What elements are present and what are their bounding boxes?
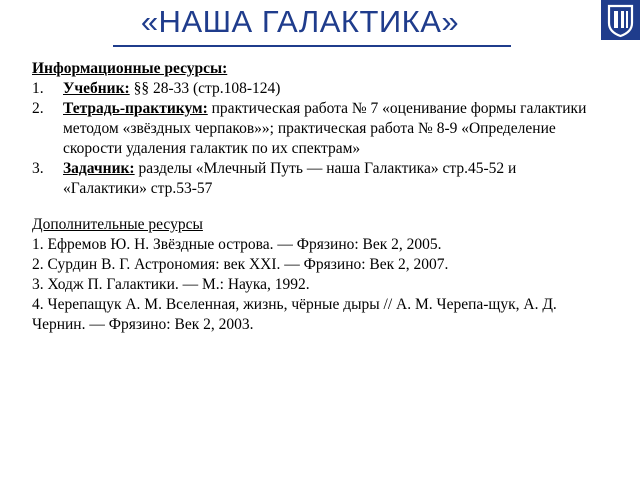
item-label: Учебник: bbox=[63, 80, 130, 97]
item-number: 2. bbox=[32, 100, 44, 117]
reference-item: 4. Черепащук А. М. Вселенная, жизнь, чёрные дыры // А. М. Черепа-щук, А. Д. Чернин. — Фрязино: Век 2, 2003. bbox=[32, 296, 557, 333]
item-number: 1. bbox=[32, 80, 44, 97]
item-label: Задачник: bbox=[63, 160, 135, 177]
extra-resources-section bbox=[32, 215, 602, 335]
extra-resources-heading: Дополнительные ресурсы bbox=[32, 216, 203, 233]
info-resources-list bbox=[32, 79, 602, 199]
reference-item: 2. Сурдин В. Г. Астрономия: век XXI. — Фрязино: Век 2, 2007. bbox=[32, 256, 449, 273]
list-item bbox=[32, 159, 602, 199]
item-number: 3. bbox=[32, 160, 44, 177]
list-item bbox=[32, 79, 602, 99]
title-underline bbox=[113, 45, 511, 47]
university-logo-icon bbox=[601, 0, 640, 40]
info-resources-section bbox=[32, 59, 602, 199]
reference-item: 3. Ходж П. Галактики. — М.: Наука, 1992. bbox=[32, 276, 310, 293]
item-text: практическая работа № 7 «оценивание формы галактики методом «звёздных черпаков»»; практическая работа № 8-9 «Определение скорости удаления галактик по их спектрам» bbox=[63, 100, 587, 157]
slide-title: «НАША ГАЛАКТИКА» bbox=[140, 4, 460, 39]
item-text: разделы «Млечный Путь — наша Галактика» стр.45-52 и «Галактики» стр.53-57 bbox=[63, 160, 517, 197]
item-text: §§ 28-33 (стр.108-124) bbox=[129, 80, 281, 97]
info-resources-heading: Информационные ресурсы: bbox=[32, 60, 228, 77]
reference-item: 1. Ефремов Ю. Н. Звёздные острова. — Фрязино: Век 2, 2005. bbox=[32, 236, 442, 253]
item-label: Тетрадь-практикум: bbox=[63, 100, 208, 117]
list-item bbox=[32, 99, 602, 159]
reference-list bbox=[32, 235, 602, 335]
